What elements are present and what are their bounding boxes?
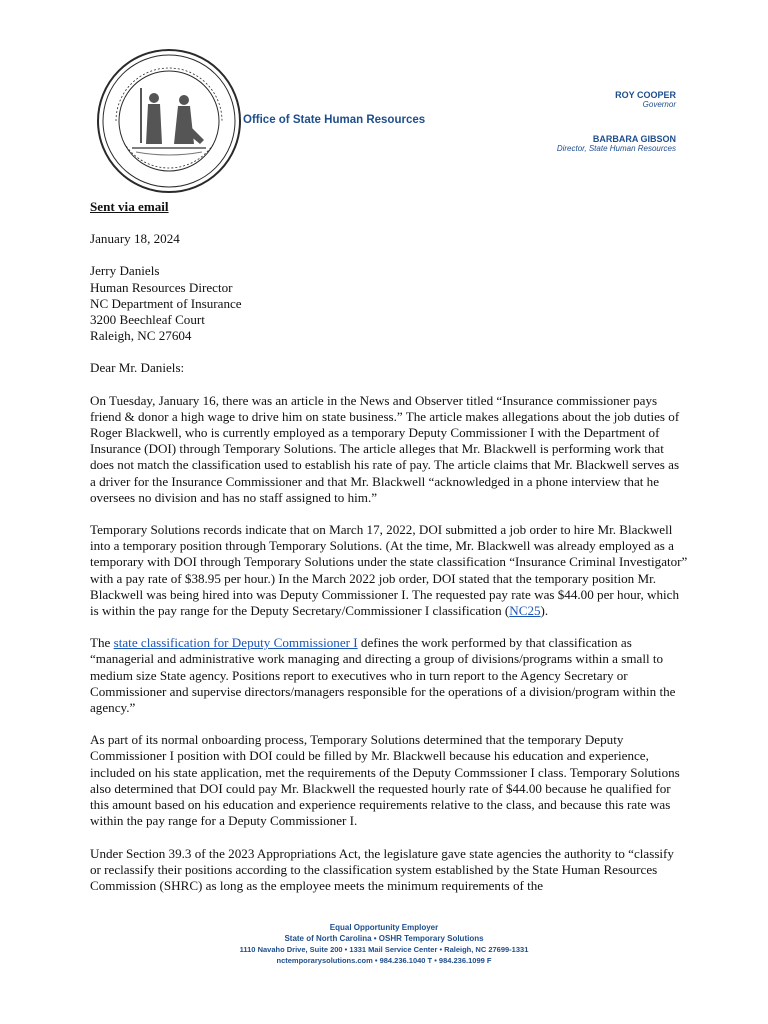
state-seal-icon bbox=[96, 48, 242, 194]
letter-body bbox=[90, 199, 688, 910]
governor-block bbox=[615, 90, 676, 109]
paragraph-1: On Tuesday, January 16, there was an article in the News and Observer titled “Insurance commissioner pays friend & donor a high wage to drive him on state business.” The article makes allegations about the job duties of Roger Blackwell, who is currently employed as a temporary Deputy Commissioner I with the Department of Insurance (DOI) through Temporary Solutions. The article alleges that Mr. Blackwell is performing work that does not match the classification used to establish his rate of pay. The article claims that Mr. Blackwell serves as a driver for the Insurance Commissioner and that Mr. Blackwell “acknowledged in a phone interview that he oversees no division and has no staff assigned to him.” bbox=[90, 392, 680, 505]
director-name: BARBARA GIBSON bbox=[592, 134, 676, 144]
address-line: Jerry Daniels bbox=[90, 263, 160, 279]
office-name: Office of State Human Resources bbox=[243, 114, 426, 126]
governor-title: Governor bbox=[642, 100, 676, 109]
director-title: Director, State Human Resources bbox=[556, 144, 676, 153]
salutation: Dear Mr. Daniels: bbox=[90, 360, 185, 376]
director-block bbox=[557, 134, 676, 153]
paragraph-5: Under Section 39.3 of the 2023 Appropriations Act, the legislature gave state agencies the authority to “classify or reclassify their positions according to the classification system established by the State Human Resources Commission (SHRC) as long as the employee meets the minimum requirements of the bbox=[90, 845, 674, 893]
sent-via-line: Sent via email bbox=[90, 199, 169, 214]
footer-contact: nctemporarysolutions.com • 984.236.1040 T • 984.236.1099 F bbox=[276, 956, 492, 965]
letter-footer bbox=[0, 922, 768, 966]
footer-eoe: Equal Opportunity Employer bbox=[329, 923, 439, 932]
recipient-address bbox=[90, 263, 688, 344]
address-line: 3200 Beechleaf Court bbox=[90, 312, 205, 328]
classification-link[interactable]: state classification for Deputy Commissioner I bbox=[113, 635, 358, 651]
footer-org: State of North Carolina • OSHR Temporary Solutions bbox=[284, 934, 484, 943]
paragraph-2 bbox=[90, 522, 688, 619]
footer-address: 1110 Navaho Drive, Suite 200 • 1331 Mail Service Center • Raleigh, NC 27699-1331 bbox=[239, 945, 529, 954]
letter-date: January 18, 2024 bbox=[90, 231, 180, 247]
address-line: Raleigh, NC 27604 bbox=[90, 328, 192, 344]
paragraph-2-text: Temporary Solutions records indicate that on March 17, 2022, DOI submitted a job order to hire Mr. Blackwell into a temporary position through Temporary Solutions. (At the time, Mr. Blackwell was already employed as a temporary with DOI through Temporary Solutions under the state classification “Insurance Criminal Investigator” with a pay rate of $38.95 per hour.) In the March 2022 job order, DOI stated that the temporary position Mr. Blackwell was being hired into was Deputy Commissioner I. The requested pay rate was $44.00 per hour, which is within the pay range for the Deputy Secretary/Commissioner I classification ( bbox=[90, 522, 688, 619]
paragraph-3 bbox=[90, 635, 688, 716]
paragraph-3-text: defines the work performed by that classification as “managerial and administrative work managing and directing a group of divisions/programs within a small to medium size State agency. Positions report to executives who in turn report to the Agency Secretary or Commissioner and supervise directors/managers responsible for the operations of a division/program within the agency.” bbox=[90, 635, 676, 716]
paragraph-2-end: ). bbox=[540, 603, 549, 619]
governor-name: ROY COOPER bbox=[615, 90, 676, 100]
address-line: NC Department of Insurance bbox=[90, 295, 242, 311]
address-line: Human Resources Director bbox=[90, 279, 233, 295]
paragraph-4: As part of its normal onboarding process, Temporary Solutions determined that the temporary Deputy Commissioner I position with DOI could be filled by Mr. Blackwell because his education and experience, included on his state application, met the requirements of the Deputy Commssioner I class. Temporary Solutions also determined that DOI could pay Mr. Blackwell the requested hourly rate of $44.00 because he qualified for this amount based on his education and experience requirements relative to the class, and because this rate was within the pay range for a Deputy Commissioner I. bbox=[90, 732, 680, 829]
nc25-link[interactable]: NC25 bbox=[509, 603, 541, 619]
paragraph-3-start: The bbox=[90, 635, 114, 651]
